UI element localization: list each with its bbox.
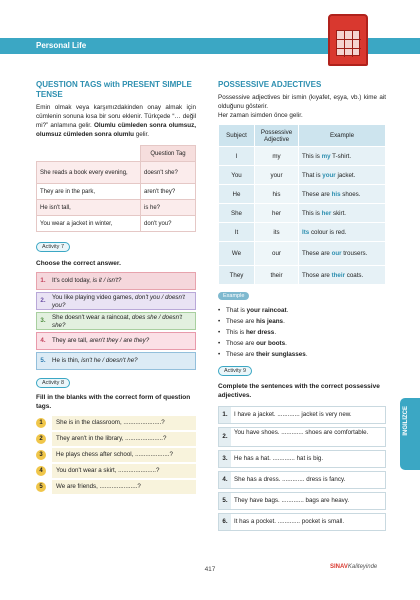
activity-7-badge: Activity 7 <box>36 242 70 252</box>
activity-9-instruction: Complete the sentences with the correct possessive adjectives. <box>218 383 380 399</box>
fill-item: 2 They aren't in the library, ......................? <box>36 432 196 446</box>
activity-8-instruction: Fill in the blanks with the correct form of question tags. <box>36 394 191 410</box>
possessive-heading: POSSESSIVE ADJECTIVES <box>218 80 322 89</box>
activity-8-badge: Activity 8 <box>36 378 70 388</box>
table-row: He isn't tall, is he? <box>37 200 196 216</box>
table-row: I my This is my T-shirt. <box>219 147 386 166</box>
subject-label: İNGİLİZCE <box>403 406 409 436</box>
fill-item: 5 We are friends, ......................? <box>36 480 196 494</box>
table-row: You your That is your jacket. <box>219 166 386 185</box>
table-row: They are in the park, aren't they? <box>37 184 196 200</box>
subject-side-tab <box>400 398 420 470</box>
phone-booth-window <box>336 30 360 56</box>
list-item: • These are his jeans. <box>218 316 386 327</box>
list-item: • This is her dress. <box>218 327 386 338</box>
possessive-adjectives-column <box>218 80 386 534</box>
publisher-logo: SINAVKaliteyinde <box>330 564 378 570</box>
exercise-item: 2. You have shoes. ............. shoes are comfortable. <box>218 427 386 447</box>
table-row: They their Those are their coats. <box>219 266 386 285</box>
question-item: 5. He is thin, isn't he / doesn't he? <box>36 352 196 370</box>
question-item: 2. You like playing video games, don't you / doesn't you? <box>36 292 196 310</box>
exercise-item: 5. They have bags. ............. bags are heavy. <box>218 492 386 510</box>
question-tags-column <box>36 80 196 496</box>
page-number: 417 <box>204 566 216 573</box>
list-item: • Those are our boots. <box>218 338 386 349</box>
table-row: You wear a jacket in winter, don't you? <box>37 216 196 232</box>
exercise-item: 4. She has a dress. ............. dress is fancy. <box>218 471 386 489</box>
question-tags-heading: QUESTION TAGS with PRESENT SIMPLE TENSE <box>36 80 192 99</box>
list-item: • These are their sunglasses. <box>218 349 386 360</box>
table-row: It its Its colour is red. <box>219 223 386 242</box>
example-list <box>218 305 386 360</box>
fill-item: 3 He plays chess after school, ....................? <box>36 448 196 462</box>
table-row: He his These are his shoes. <box>219 185 386 204</box>
question-tags-intro: Emin olmak veya karşımızdakinden onay almak için cümlenin sonuna kısa bir soru eklenir. Türkçede “… değil mi?” anlamına gelir. Olumlu cümleden sonra olumsuz, olumsuz cümleden sonra olumlu gelir. <box>36 104 196 138</box>
th-possessive: Possessive Adjective <box>255 125 299 147</box>
question-tag-header: Question Tag <box>141 146 196 162</box>
possessive-intro: Possessive adjectives bir ismin (kıyafet, eşya, vb.) kime ait olduğunu gösterir. <box>218 94 386 110</box>
possessive-table <box>218 124 386 285</box>
exercise-item: 1. I have a jacket. ............. jacket is very new. <box>218 406 386 424</box>
exercise-item: 3. He has a hat. ............. hat is big. <box>218 450 386 468</box>
th-subject: Subject <box>219 125 255 147</box>
th-example: Example <box>299 125 386 147</box>
question-item: 4. They are tall, aren't they / are they? <box>36 332 196 350</box>
exercise-item: 6. It has a pocket. ............. pocket is small. <box>218 513 386 531</box>
fill-item: 4 You don't wear a skirt, ......................? <box>36 464 196 478</box>
table-row: She her This is her skirt. <box>219 204 386 223</box>
question-item: 3. She doesn't wear a raincoat, does she / doesn't she? <box>36 312 196 330</box>
example-badge: Example <box>218 292 249 300</box>
activity-7-instruction: Choose the correct answer. <box>36 260 121 267</box>
table-row: She reads a book every evening, doesn't she? <box>37 162 196 184</box>
activity-9-badge: Activity 9 <box>218 366 252 376</box>
fill-item: 1 She is in the classroom, ......................? <box>36 416 196 430</box>
question-tag-table <box>36 145 196 232</box>
table-row: We our These are our trousers. <box>219 242 386 266</box>
list-item: • That is your raincoat. <box>218 305 386 316</box>
phone-booth-icon <box>328 14 368 66</box>
section-title: Personal Life <box>36 41 87 50</box>
question-item: 1. It's cold today, is it / isn't? <box>36 272 196 290</box>
possessive-intro-2: Her zaman isimden önce gelir. <box>218 112 303 119</box>
